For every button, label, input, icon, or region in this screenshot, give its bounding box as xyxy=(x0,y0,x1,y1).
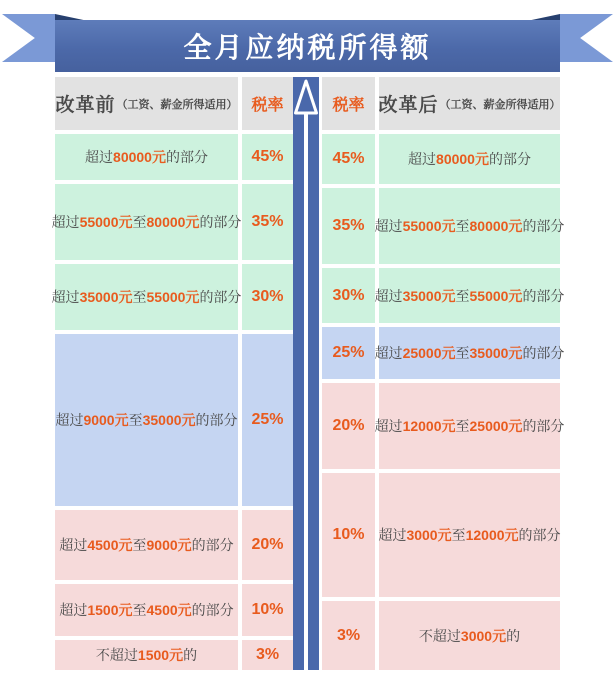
before-reform-table xyxy=(51,77,293,674)
after-subtitle: （工资、薪金所得适用） xyxy=(439,98,561,111)
table-row xyxy=(322,327,565,379)
bracket-text: 超过 25000元 至 35000元 的部分 xyxy=(379,327,560,379)
page-title: 全月应纳税所得额 xyxy=(183,32,432,63)
title-banner xyxy=(55,20,560,72)
rate-value: 30% xyxy=(242,264,293,330)
up-arrow-icon xyxy=(293,77,319,670)
before-rate-header: 税率 xyxy=(242,77,293,130)
after-title: 改革后 xyxy=(378,95,439,116)
after-rate-header: 税率 xyxy=(322,77,375,130)
rate-value: 20% xyxy=(322,383,375,469)
rate-value: 3% xyxy=(242,640,293,670)
ribbon-tail-left-icon xyxy=(2,14,55,62)
bracket-text: 超过 80000元 的部分 xyxy=(379,134,560,184)
after-header-row xyxy=(322,77,560,130)
table-row xyxy=(55,334,293,506)
before-subtitle: （工资、薪金所得适用） xyxy=(116,98,238,111)
bracket-text: 超过 12000元 至 25000元 的部分 xyxy=(379,383,560,469)
bracket-text: 超过 35000元 至 55000元 的部分 xyxy=(55,264,238,330)
table-row xyxy=(322,134,560,184)
center-divider-bar xyxy=(293,77,319,670)
rate-value: 10% xyxy=(242,584,293,636)
bracket-text: 超过 1500元 至 4500元 的部分 xyxy=(55,584,238,636)
bracket-text: 超过 9000元 至 35000元 的部分 xyxy=(55,334,238,506)
rate-value: 45% xyxy=(242,134,293,180)
table-row xyxy=(51,184,293,260)
rate-value: 10% xyxy=(322,473,375,597)
bracket-text: 不超过 3000元 的 xyxy=(379,601,560,670)
table-row xyxy=(55,510,293,580)
before-header-row xyxy=(55,77,293,130)
ribbon-tail-right-icon xyxy=(560,14,613,62)
table-row xyxy=(322,473,560,597)
table-row xyxy=(322,383,565,469)
rate-value: 20% xyxy=(242,510,293,580)
bracket-text: 超过 4500元 至 9000元 的部分 xyxy=(55,510,238,580)
bracket-text: 超过 55000元 至 80000元 的部分 xyxy=(379,188,560,264)
after-reform-table xyxy=(322,77,565,674)
rate-value: 35% xyxy=(242,184,293,260)
bracket-text: 超过 3000元 至 12000元 的部分 xyxy=(379,473,560,597)
rate-value: 25% xyxy=(322,327,375,379)
table-row xyxy=(51,264,293,330)
before-title: 改革前 xyxy=(55,95,116,116)
rate-value: 25% xyxy=(242,334,293,506)
rate-value: 35% xyxy=(322,188,375,264)
table-row xyxy=(322,188,565,264)
bracket-text: 超过 55000元 至 80000元 的部分 xyxy=(55,184,238,260)
rate-value: 3% xyxy=(322,601,375,670)
table-row xyxy=(55,584,293,636)
table-row xyxy=(322,268,565,323)
table-row xyxy=(322,601,560,670)
rate-value: 30% xyxy=(322,268,375,323)
bracket-text: 超过 80000元 的部分 xyxy=(55,134,238,180)
bracket-text: 不超过 1500元 的 xyxy=(55,640,238,670)
rate-value: 45% xyxy=(322,134,375,184)
bracket-text: 超过 35000元 至 55000元 的部分 xyxy=(379,268,560,323)
table-row xyxy=(55,640,293,670)
table-row xyxy=(55,134,293,180)
after-header xyxy=(379,77,560,130)
before-header xyxy=(55,77,238,130)
